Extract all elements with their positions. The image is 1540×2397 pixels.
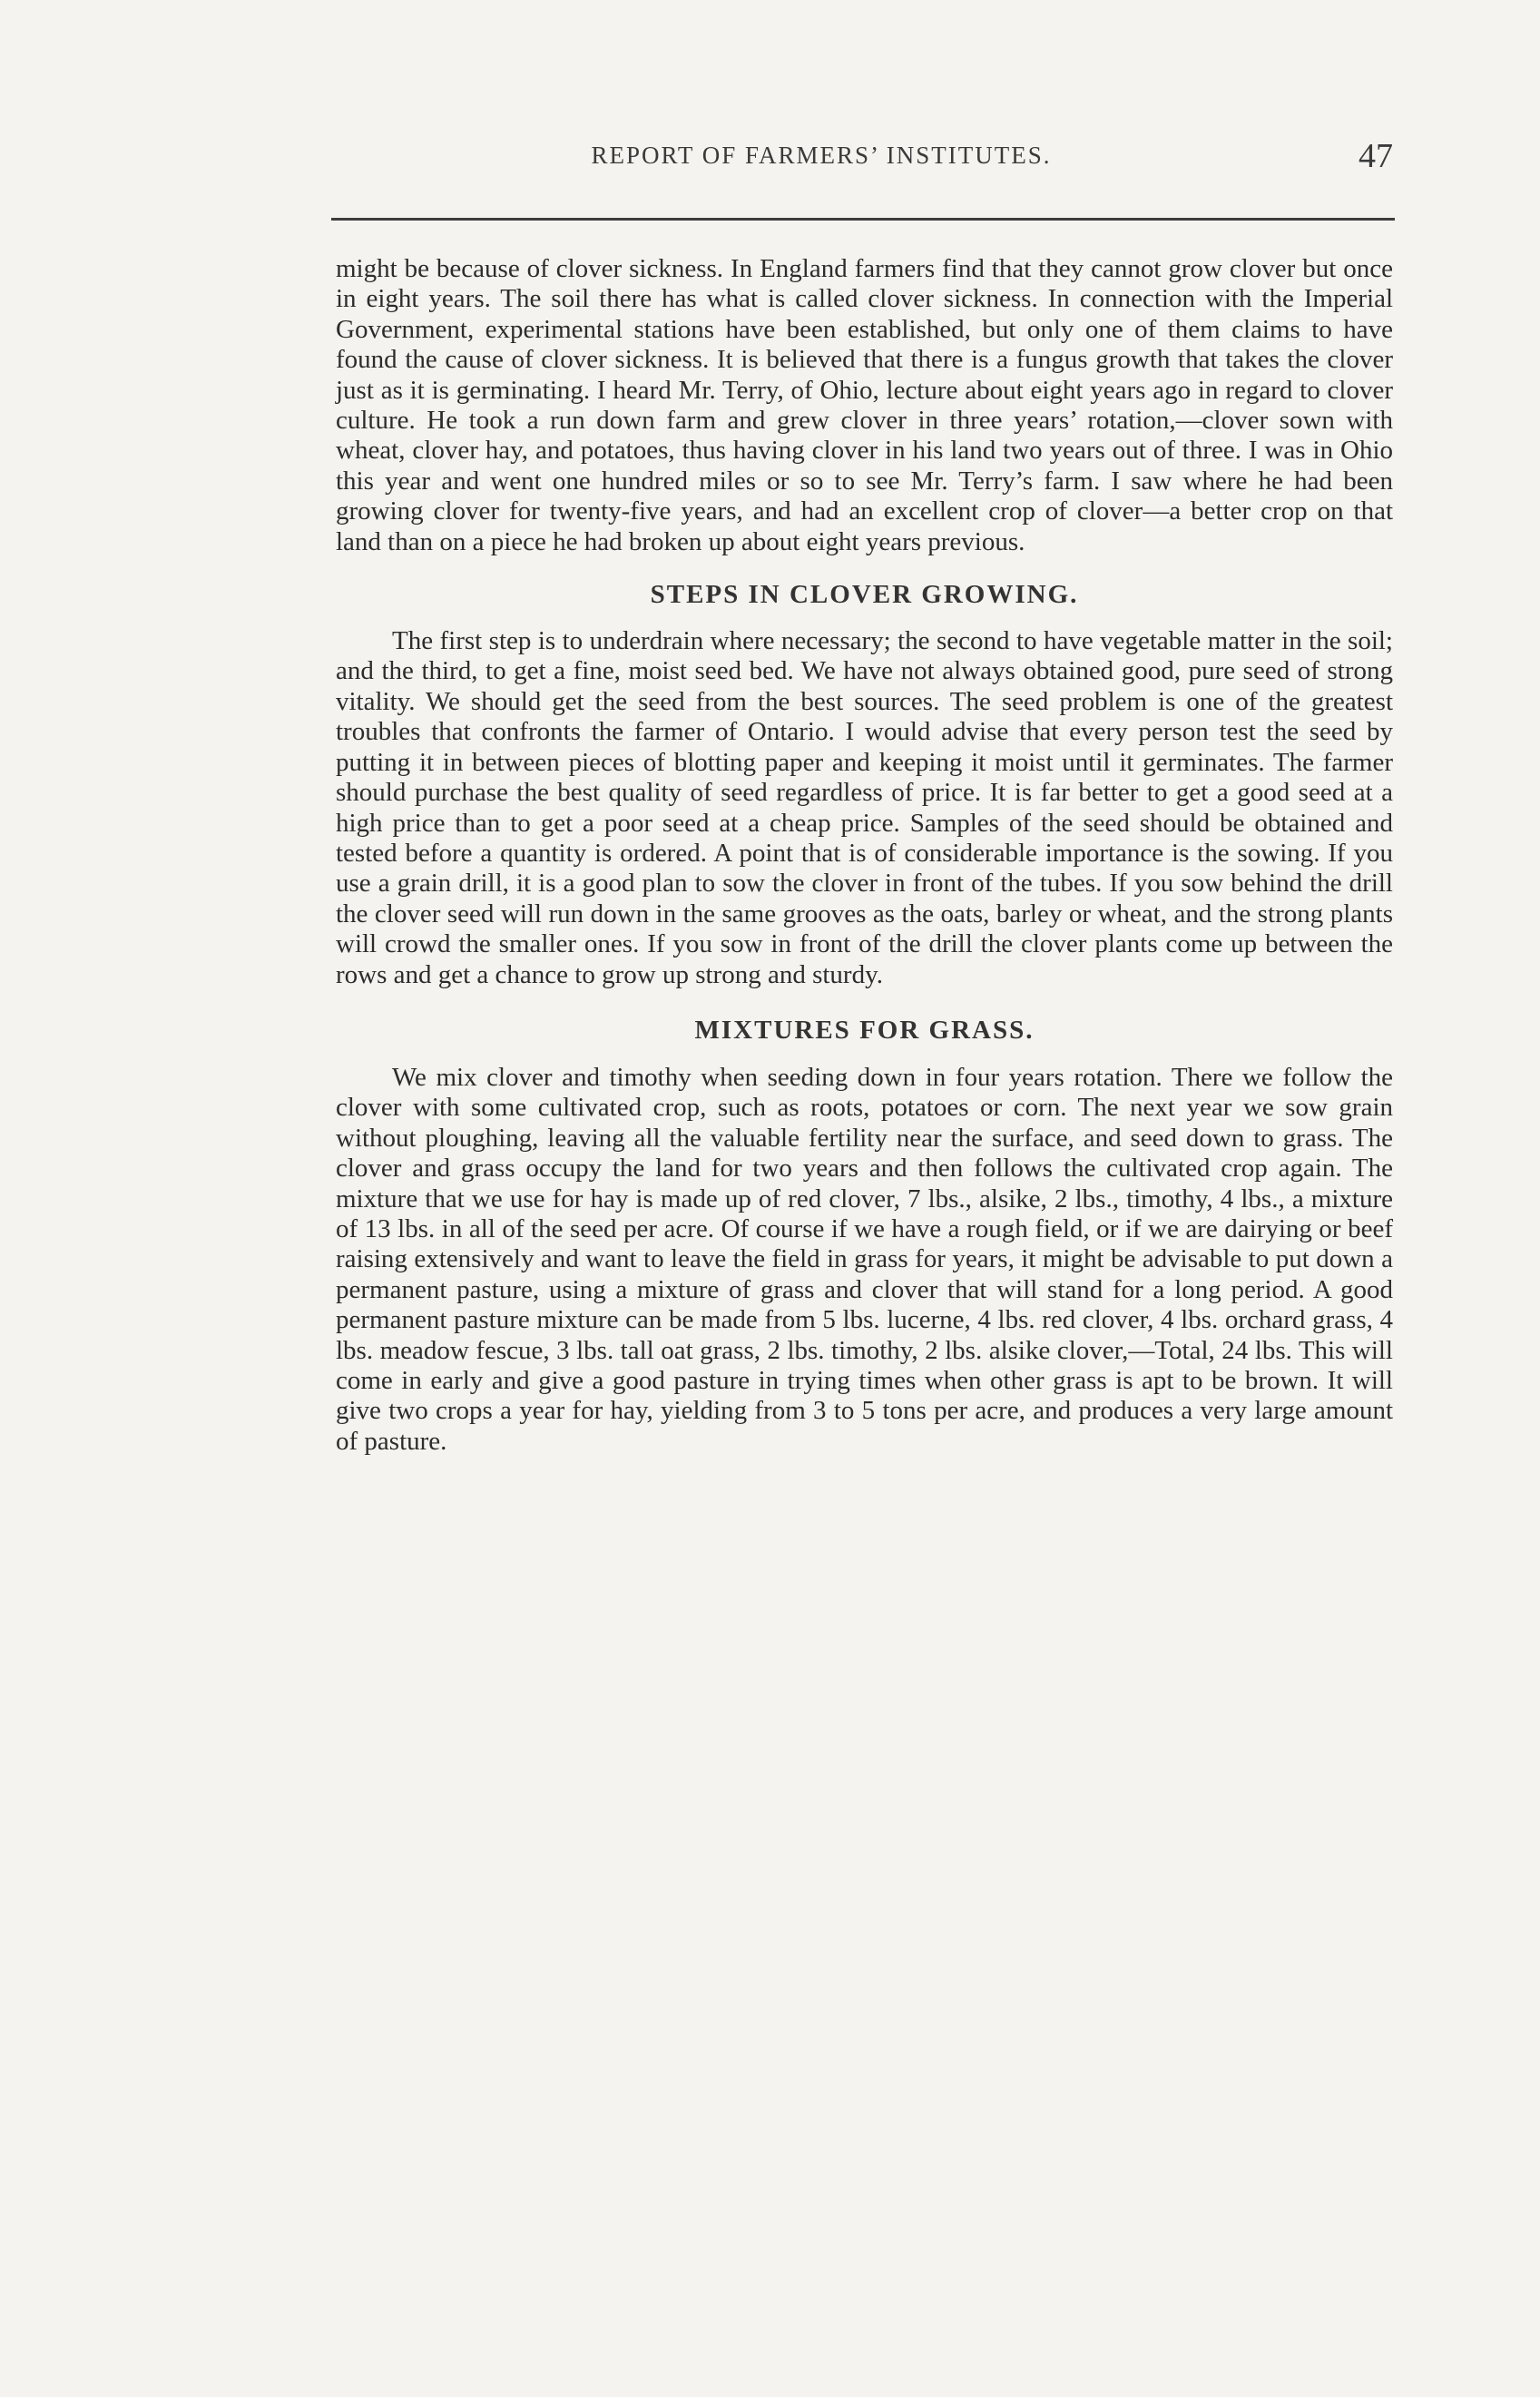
paragraph-mixtures-for-grass: We mix clover and timothy when seeding down in four years rotation. There we follow the clover with some cultivated crop, such as roots, potatoes or corn. The next year we sow grain without ploughing, leaving all the valuable fertility near the surface, and seed down to grass. The clover and grass occupy the land for two years and then follows the cultivated crop again. The mixture that we use for hay is made up of red clover, 7 lbs., alsike, 2 lbs., timothy, 4 lbs., a mixture of 13 lbs. in all of the seed per acre. Of course if we have a rough field, or if we are dairying or beef raising extensively and want to leave the field in grass for years, it might be advisable to put down a permanent pasture, using a mixture of grass and clover that will stand for a long period. A good permanent pasture mixture can be made from 5 lbs. lucerne, 4 lbs. red clover, 4 lbs. orchard grass, 4 lbs. meadow fescue, 3 lbs. tall oat grass, 2 lbs. timothy, 2 lbs. alsike clover,—Total, 24 lbs. This will come in early and give a good pasture in trying times when other grass is apt to be brown. It will give two crops a year for hay, yielding from 3 to 5 tons per acre, and produces a very large amount of pasture. — [336, 1062, 1393, 1456]
running-title: REPORT OF FARMERS’ INSTITUTES. — [591, 142, 1052, 169]
page-number: 47 — [1359, 137, 1393, 175]
paragraph-steps-in-clover-growing: The first step is to underdrain where necessary; the second to have vegetable matter in the soil; and the third, to get a fine, moist seed bed. We have not always obtained good, pure seed of strong vitality. We should get the seed from the best sources. The seed problem is one of the greatest troubles that confronts the farmer of Ontario. I would advise that every person test the seed by putting it in between pieces of blotting paper and keeping it moist until it germinates. The farmer should purchase the best quality of seed regardless of price. It is far better to get a good seed at a high price than to get a poor seed at a cheap price. Samples of the seed should be obtained and tested before a quantity is ordered. A point that is of considerable importance is the sowing. If you use a grain drill, it is a good plan to sow the clover in front of the tubes. If you sow behind the drill the clover seed will run down in the same grooves as the oats, barley or wheat, and the strong plants will crowd the smaller ones. If you sow in front of the drill the clover plants come up between the rows and get a chance to grow up strong and sturdy. — [336, 626, 1393, 989]
header-rule — [331, 218, 1395, 221]
section-heading-mixtures-for-grass: MIXTURES FOR GRASS. — [694, 1015, 1035, 1045]
body-text — [336, 254, 1393, 1457]
running-head — [331, 136, 1393, 182]
intro-paragraph: might be because of clover sickness. In England farmers find that they cannot grow clover but once in eight years. The soil there has what is called clover sickness. In connection with the Imperial Government, experimental stations have been established, but only one of them claims to have found the cause of clover sickness. It is believed that there is a fungus growth that takes the clover just as it is germinating. I heard Mr. Terry, of Ohio, lecture about eight years ago in regard to clover culture. He took a run down farm and grew clover in three years’ rotation,—clover sown with wheat, clover hay, and potatoes, thus having clover in his land two years out of three. I was in Ohio this year and went one hundred miles or so to see Mr. Terry’s farm. I saw where he had been growing clover for twenty-five years, and had an excellent crop of clover—a better crop on that land than on a piece he had broken up about eight years previous. — [336, 254, 1393, 556]
section-heading-steps-in-clover-growing: STEPS IN CLOVER GROWING. — [650, 580, 1079, 610]
